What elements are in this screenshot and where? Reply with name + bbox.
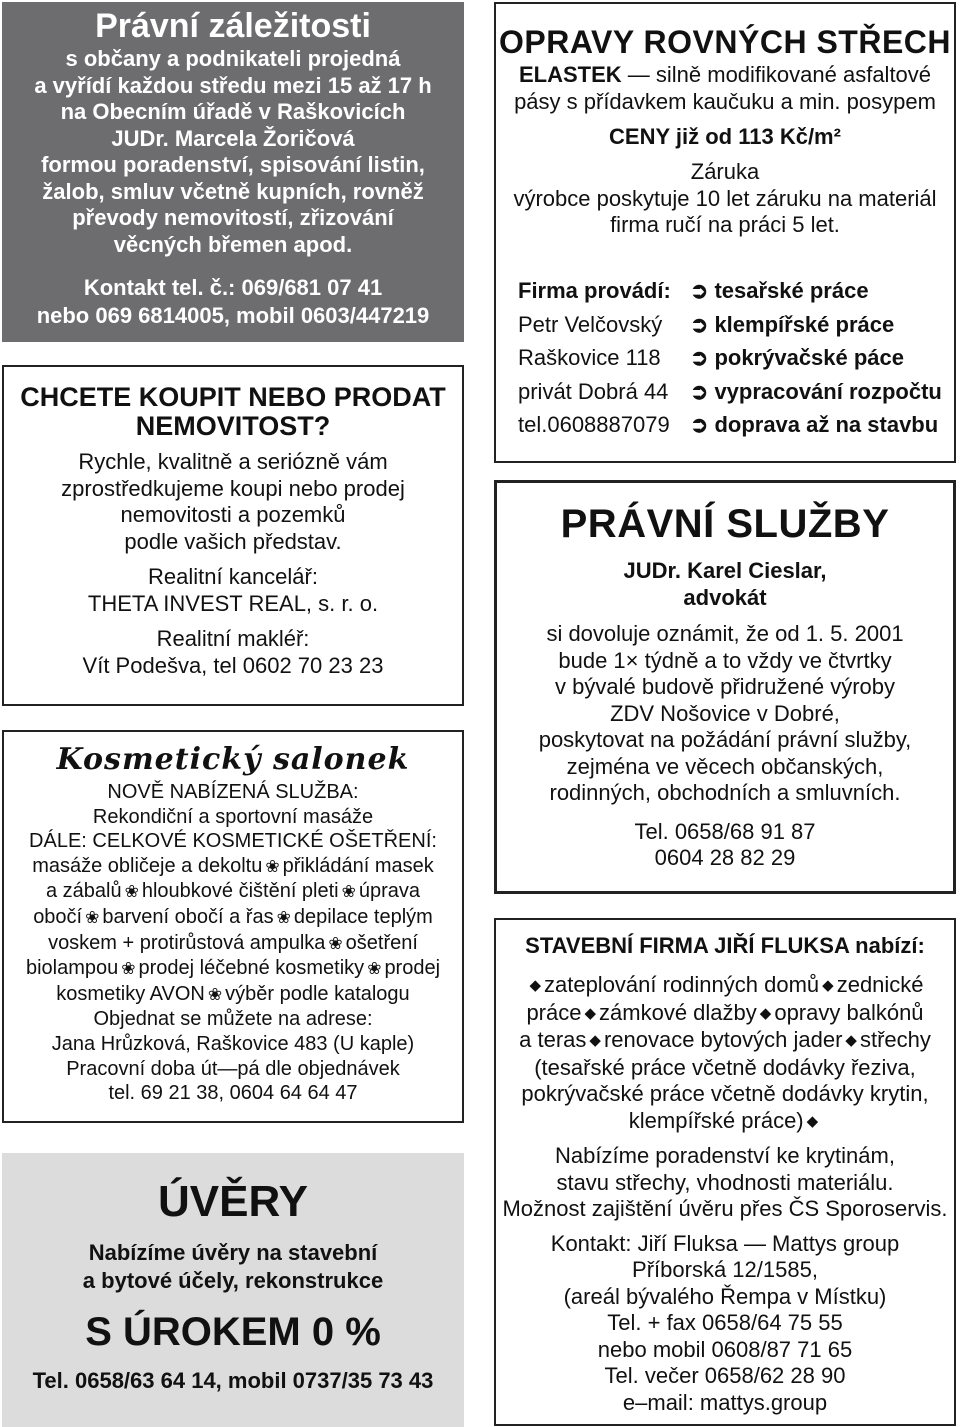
service-line: masáže obličeje a dekoltu ❀ přikládání masek xyxy=(4,854,462,880)
flower-icon: ❀ xyxy=(328,933,343,953)
roofs-title: OPRAVY ROVNÝCH STŘECH xyxy=(498,24,952,60)
service-line: a zábalů ❀ hloubkové čištění pleti ❀ úprava xyxy=(4,879,462,905)
diamond-icon: ◆ xyxy=(822,977,834,994)
roofs-firm xyxy=(518,274,948,442)
service-line: kosmetiky AVON ❀ výběr podle katalogu xyxy=(4,982,462,1008)
service-line: práce ◆ zámkové dlažby ◆ opravy balkónů xyxy=(496,1000,954,1028)
service-line: a teras ◆ renovace bytových jader ◆ střechy xyxy=(496,1027,954,1055)
loans-rate: S ÚROKEM 0 % xyxy=(85,1310,381,1354)
service-line: klempířské práce) ◆ xyxy=(496,1108,954,1136)
firm-row: Firma provádí: ➲ tesařské práce xyxy=(518,274,948,308)
arrow-icon: ➲ xyxy=(690,378,709,404)
service-line: biolampou ❀ prodej léčebné kosmetiky ❀ prodej xyxy=(4,956,462,982)
law-services-ad xyxy=(494,480,956,894)
legal-matters-ad xyxy=(2,2,464,342)
cosmetics-ad xyxy=(2,730,464,1123)
roof-repairs-ad xyxy=(494,2,956,463)
service-line: obočí ❀ barvení obočí a řas ❀ depilace teplým xyxy=(4,905,462,931)
arrow-icon: ➲ xyxy=(690,345,709,370)
service-line: voskem + protirůstová ampulka ❀ ošetření xyxy=(4,931,462,957)
builder-services: ◆ zateplování rodinných domů ◆ zednické práce ◆ zámkové dlažby ◆ opravy balkónů a teras ◆ renovace bytových jader ◆ střechy (tesařské práce včetně dodávky řeziva, pokrývačské práce včetně dodávky krytin, klempířské práce) ◆ xyxy=(496,972,954,1135)
firm-row: tel.0608887079 ➲ doprava až na stavbu xyxy=(518,408,948,442)
realty-agent: Realitní makléř: Vít Podešva, tel 0602 70 23 23 xyxy=(82,626,384,678)
builder-contact: Kontakt: Jiří Fluksa — Mattys group Příborská 12/1585, (areál bývalého Řempa v Místku) Tel. + fax 0658/64 75 55 nebo mobil 0608/87 71 65 Tel. večer 0658/62 28 90 e–mail: mattys.group xyxy=(550,1230,900,1415)
firm-row: Petr Velčovský ➲ klempířské práce xyxy=(518,308,948,342)
diamond-icon: ◆ xyxy=(806,1112,819,1130)
realty-office: Realitní kancelář: THETA INVEST REAL, s. r. o. xyxy=(87,564,379,616)
builder-title: STAVEBNÍ FIRMA JIŘÍ FLUKSA nabízí: xyxy=(525,933,925,958)
roofs-warranty: Záruka výrobce poskytuje 10 let záruku na materiál firma ručí na práci 5 let. xyxy=(513,159,937,237)
arrow-icon: ➲ xyxy=(690,278,709,303)
flower-icon: ❀ xyxy=(207,984,223,1004)
loans-title: ÚVĚRY xyxy=(158,1177,308,1226)
diamond-icon: ◆ xyxy=(759,1004,772,1022)
diamond-icon: ◆ xyxy=(845,1032,857,1049)
legal-title: Právní záležitosti xyxy=(95,7,371,45)
law-tel: Tel. 0658/68 91 87 0604 28 82 29 xyxy=(634,818,816,870)
builder-ad xyxy=(494,918,956,1426)
diamond-icon: ◆ xyxy=(589,1032,601,1049)
law-body: si dovoluje oznámit, že od 1. 5. 2001 bude 1× týdně a to vždy ve čtvrtky v bývalé budově přidružené výroby ZDV Nošovice v Dobré, poskytovat na požádání právní služby, zejména ve věcech občanských, rodinných, obchodních a smluvních. xyxy=(538,621,912,805)
diamond-icon: ◆ xyxy=(529,977,541,994)
flower-icon: ❀ xyxy=(276,907,291,927)
arrow-icon: ➲ xyxy=(690,412,709,437)
flower-icon: ❀ xyxy=(367,959,382,979)
realty-ad xyxy=(2,365,464,706)
roofs-desc: ELASTEK — silně modifikované asfaltové pásy s přídavkem kaučuku a min. posypem xyxy=(514,62,936,114)
roofs-price: CENY již od 113 Kč/m² xyxy=(609,124,841,149)
cosmetics-title: Kosmetický salonek xyxy=(56,742,410,777)
flower-icon: ❀ xyxy=(341,882,356,902)
builder-advice: Nabízíme poradenství ke krytinám, stavu střechy, vhodnosti materiálu. Možnost zajištění úvěru přes ČS Sporoservis. xyxy=(502,1143,948,1221)
cosmetics-body: NOVĚ NABÍZENÁ SLUŽBA: Rekondiční a sportovní masáže DÁLE: CELKOVÉ KOSMETICKÉ OŠETŘENÍ: masáže obličeje a dekoltu ❀ přikládání masek a zábalů ❀ hloubkové čištění pleti ❀ úprava obočí ❀ barvení obočí a řas ❀ depilace teplým voskem + protirůstová ampulka ❀ ošetření biolampou ❀ prodej léčebné kosmetiky ❀ prodej kosmetiky AVON ❀ výběr podle katalogu Objednat se můžete na adrese: Jana Hrůzková, Raškovice 483 (U kaple) Pracovní doba út—pá dle objednávek tel. 69 21 38, 0604 64 64 47 xyxy=(4,780,462,1106)
loans-sub: Nabízíme úvěry na stavební a bytové účely, rekonstrukce xyxy=(82,1240,384,1293)
diamond-icon: ◆ xyxy=(584,1004,597,1022)
realty-title: CHCETE KOUPIT NEBO PRODAT NEMOVITOST? xyxy=(20,382,446,441)
flower-icon: ❀ xyxy=(124,882,139,902)
law-title: PRÁVNÍ SLUŽBY xyxy=(560,502,890,546)
arrow-icon: ➲ xyxy=(690,311,709,337)
flower-icon: ❀ xyxy=(85,907,100,927)
firm-row: privát Dobrá 44 ➲ vypracování rozpočtu xyxy=(518,375,948,409)
legal-contact: Kontakt tel. č.: 069/681 07 41 nebo 069 6814005, mobil 0603/447219 xyxy=(36,275,430,328)
firm-row: Raškovice 118 ➲ pokrývačské páce xyxy=(518,341,948,375)
loans-tel: Tel. 0658/63 64 14, mobil 0737/35 73 43 xyxy=(32,1368,434,1393)
law-name: JUDr. Karel Cieslar, advokát xyxy=(623,558,827,610)
legal-body: s občany a podnikateli projedná a vyřídí každou středu mezi 15 až 17 h na Obecním úřadě v Raškovicích JUDr. Marcela Žoričová formou poradenství, spisování listin, žalob, smluv včetně kupních, rovněž převody nemovitostí, zřizování věcných břemen apod. xyxy=(34,46,432,257)
flower-icon: ❀ xyxy=(265,856,280,876)
service-line: ◆ zateplování rodinných domů ◆ zednické xyxy=(496,972,954,1000)
realty-body: Rychle, kvalitně a seriózně vám zprostředkujeme koupi nebo prodej nemovitosti a pozemků podle vašich představ. xyxy=(61,449,405,554)
loans-ad xyxy=(2,1153,464,1427)
flower-icon: ❀ xyxy=(121,959,136,979)
